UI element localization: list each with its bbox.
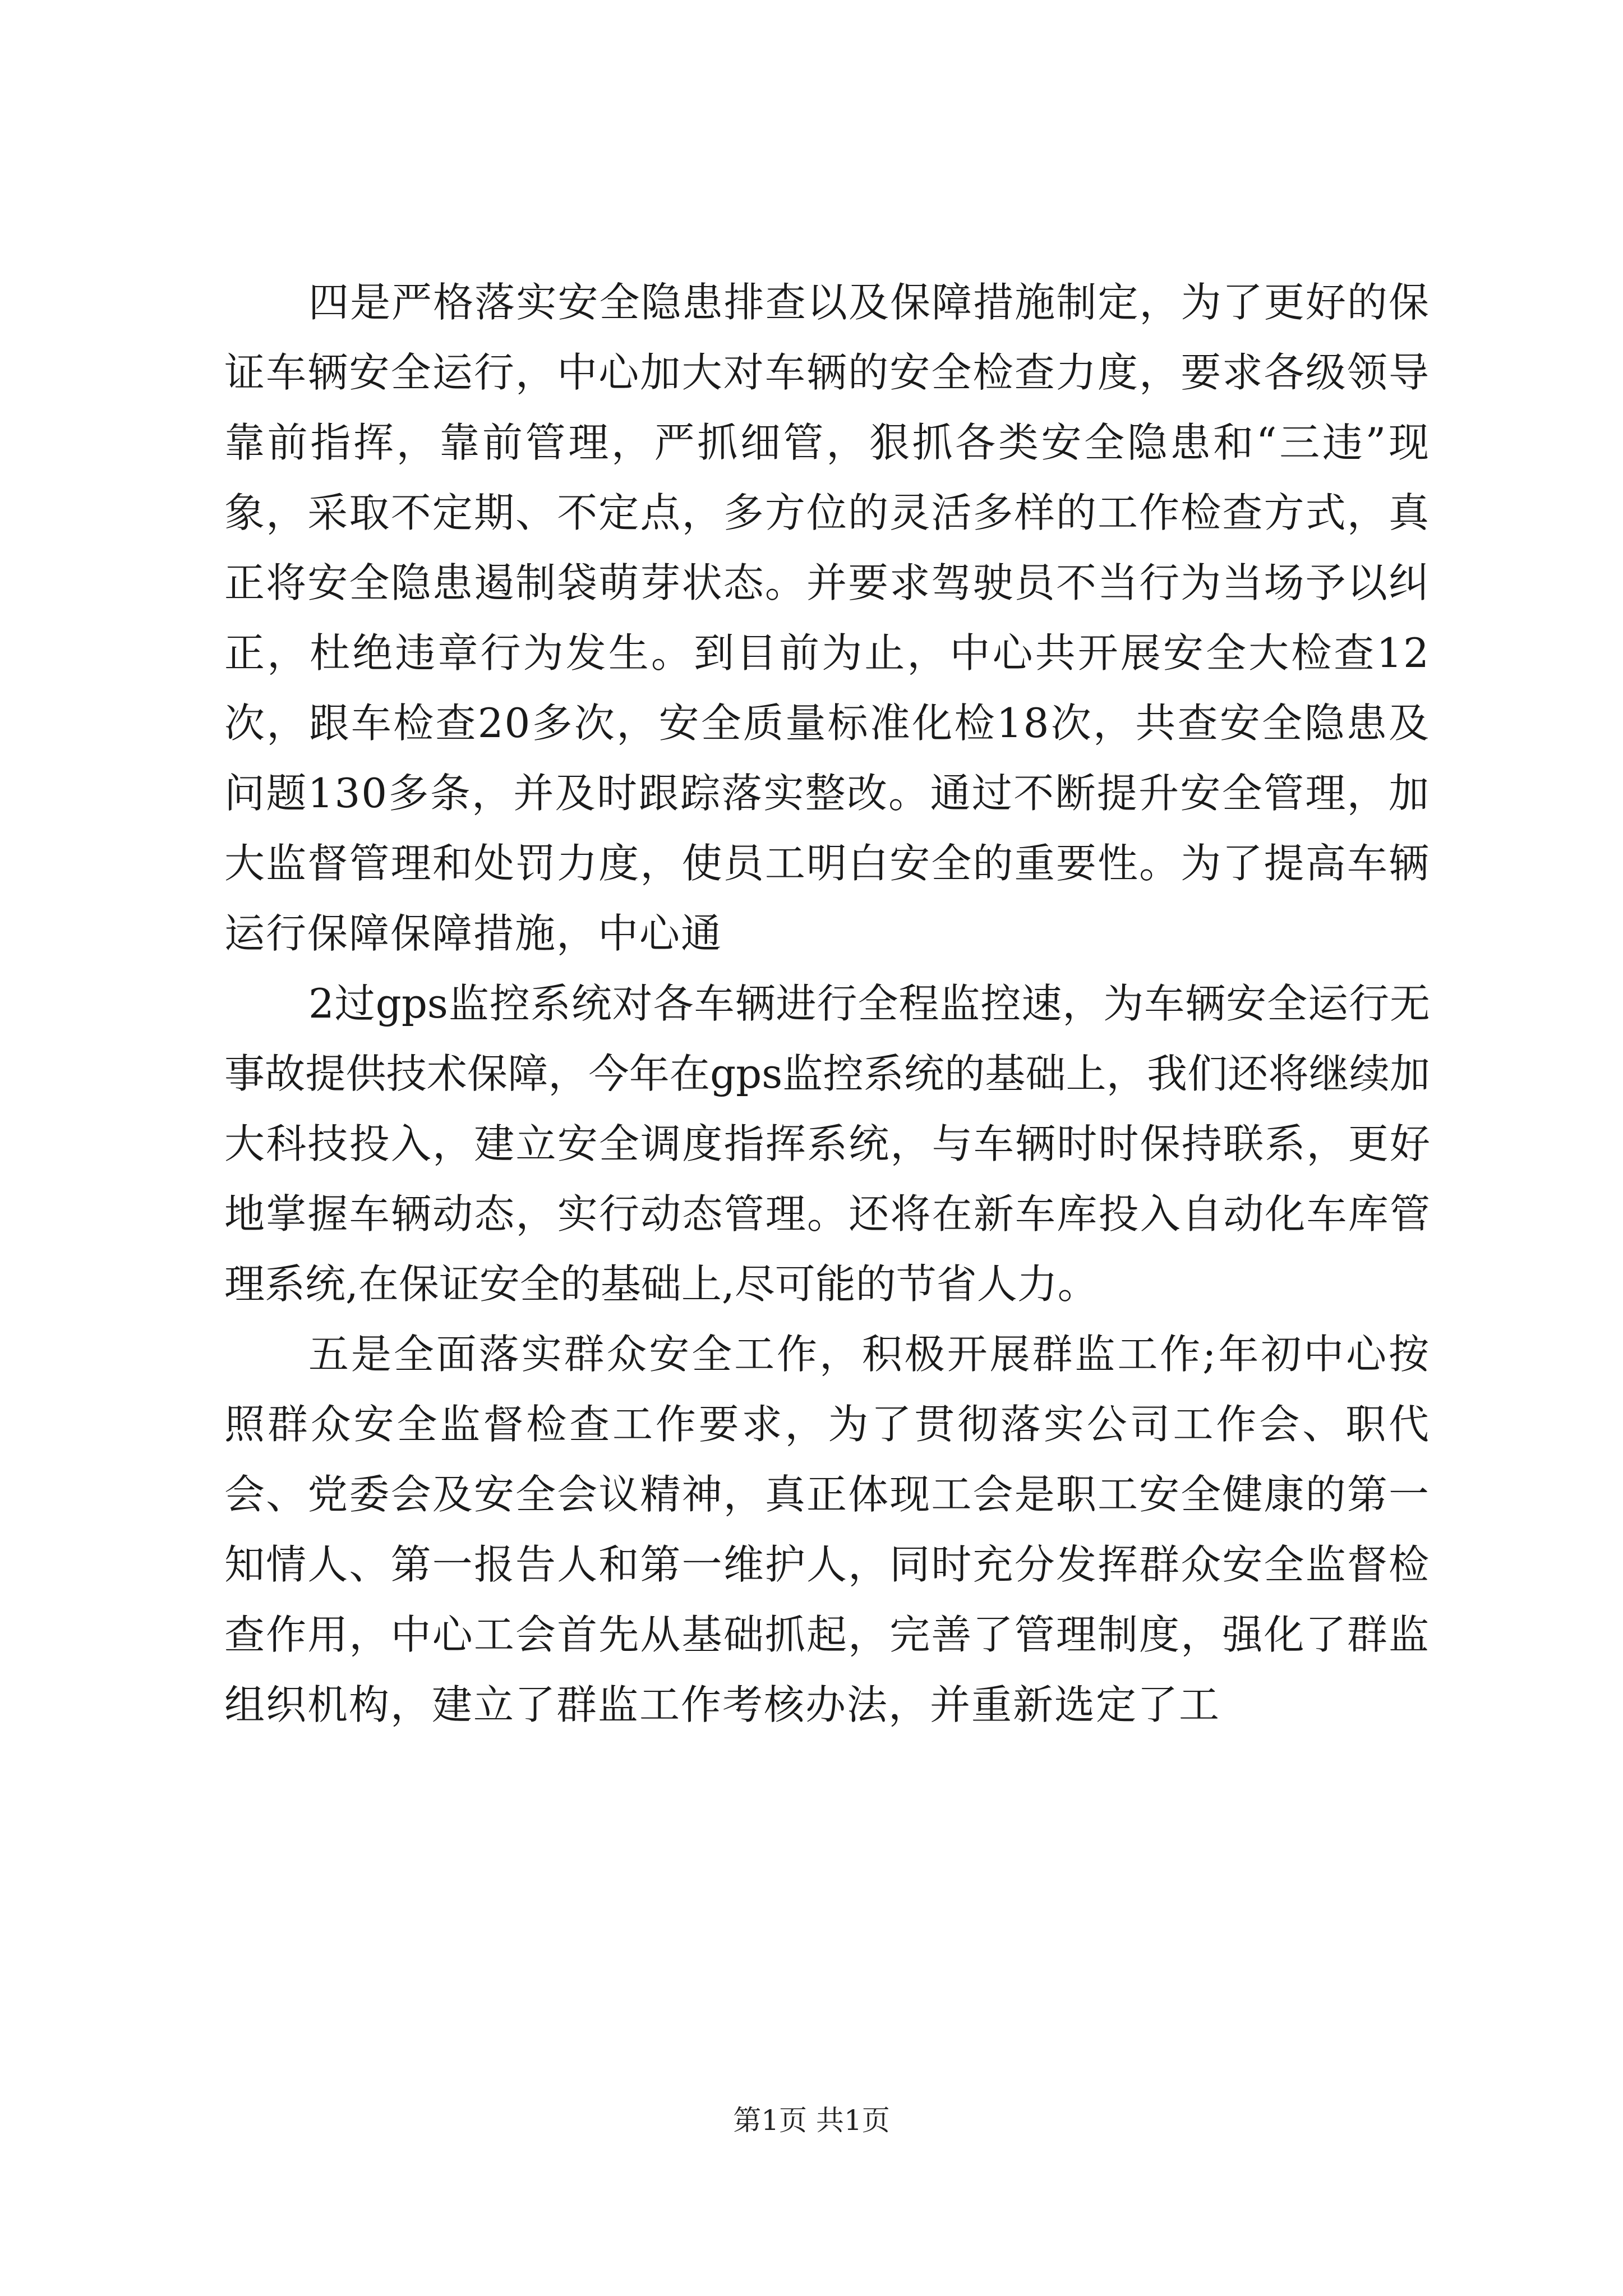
paragraph-safety-inspection: 四是严格落实安全隐患排查以及保障措施制定，为了更好的保证车辆安全运行，中心加大对车辆的安全检查力度，要求各级领导靠前指挥，靠前管理，严抓细管，狠抓各类安全隐患和“三违”现象，采取不定期、不定点，多方位的灵活多样的工作检查方式，真正将安全隐患遏制袋萌芽状态。并要求驾驶员不当行为当场予以纠正，杜绝违章行为发生。到目前为止，中心共开展安全大检查12次，跟车检查20多次，安全质量标准化检18次，共查安全隐患及问题130多条，并及时跟踪落实整改。通过不断提升安全管理，加大监督管理和处罚力度，使员工明白安全的重要性。为了提高车辆运行保障保障措施，中心通: [224, 279, 1430, 957]
page-footer: 第1页 共1页: [733, 2104, 890, 2137]
paragraph-gps-monitoring: 2过gps监控系统对各车辆进行全程监控速，为车辆安全运行无事故提供技术保障，今年在gps监控系统的基础上，我们还将继续加大科技投入，建立安全调度指挥系统，与车辆时时保持联系，更好地掌握车辆动态，实行动态管理。还将在新车库投入自动化车库管理系统,在保证安全的基础上,尽可能的节省人力。: [224, 980, 1430, 1308]
document-body: [224, 268, 1430, 1740]
paragraph-mass-safety-work: 五是全面落实群众安全工作，积极开展群监工作;年初中心按照群众安全监督检查工作要求，为了贯彻落实公司工作会、职代会、党委会及安全会议精神，真正体现工会是职工安全健康的第一知情人、第一报告人和第一维护人，同时充分发挥群众安全监督检查作用，中心工会首先从基础抓起，完善了管理制度，强化了群监组织机构，建立了群监工作考核办法，并重新选定了工: [224, 1331, 1430, 1728]
